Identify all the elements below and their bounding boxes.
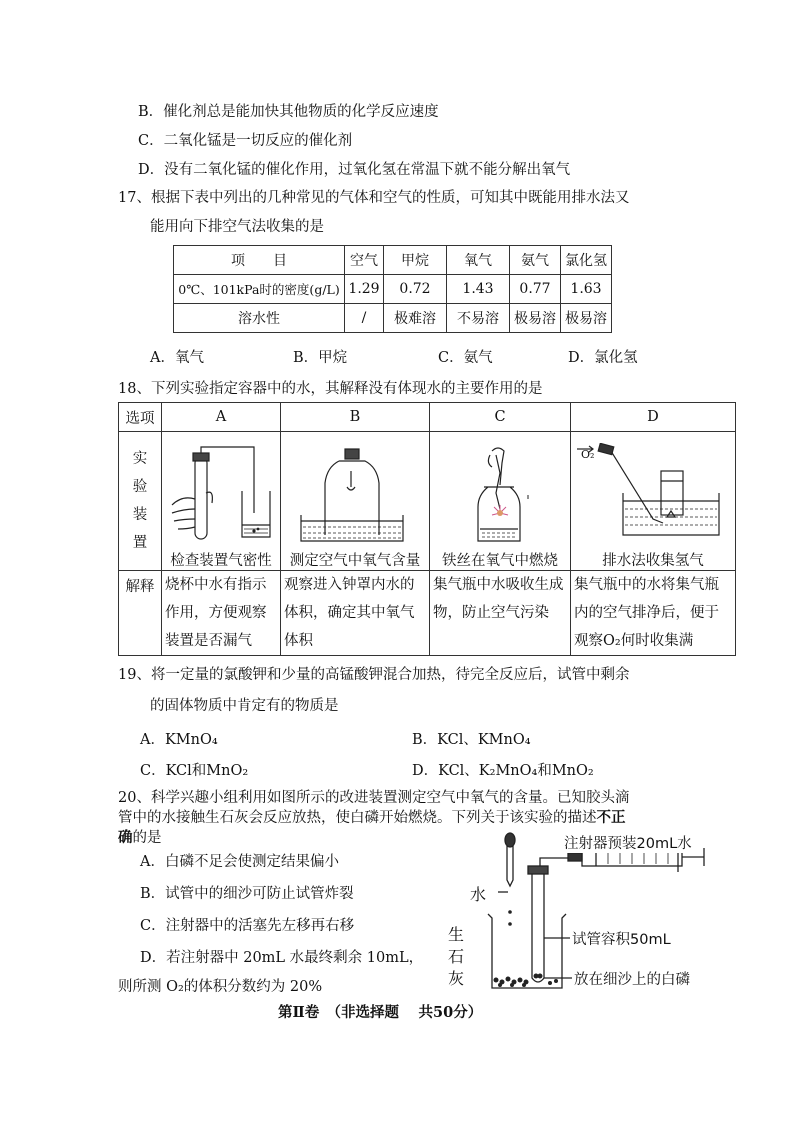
q20-stem-line3 [118, 826, 162, 847]
apparatus-c [430, 432, 571, 571]
q19-option-a: A．KMnO₄ [140, 732, 218, 748]
table-row [119, 571, 736, 656]
table-header-cell: 氧气 [447, 246, 510, 275]
table-cell: 极易溶 [561, 304, 612, 333]
q19-option-d: D．KCl、K₂MnO₄和MnO₂ [412, 763, 594, 779]
table-row [174, 304, 612, 333]
q20-option-b: B．试管中的细沙可防止试管炸裂 [140, 886, 354, 902]
table-row [119, 403, 736, 432]
q20-option-d-line1: D．若注射器中 20mL 水最终剩余 10mL， [140, 950, 424, 966]
table-cell: 极难溶 [384, 304, 447, 333]
q17-table [173, 245, 612, 333]
table-header-cell: 项 目 [174, 246, 345, 275]
table-header-cell: A [162, 403, 281, 432]
caption-d: 排水法收集氢气 [602, 553, 704, 569]
water-label: 水 [470, 885, 487, 904]
q19-stem-line1: 19、将一定量的氯酸钾和少量的高锰酸钾混合加热，待完全反应后，试管中剩余 [118, 667, 630, 683]
quicklime-char: 灰 [447, 969, 464, 988]
q16-option-b: B．催化剂总是能加快其他物质的化学反应速度 [138, 104, 439, 120]
syringe-label: 注射器预装20mL水 [564, 832, 692, 853]
q20-option-c: C．注射器中的活塞先左移再右移 [140, 918, 355, 934]
table-row [174, 275, 612, 304]
table-cell: / [345, 304, 384, 333]
q18-stem: 18、下列实验指定容器中的水，其解释没有体现水的主要作用的是 [118, 381, 543, 397]
q19-stem-line2: 的固体物质中肯定有的物质是 [150, 698, 339, 714]
q17-option-c: C．氨气 [438, 350, 493, 366]
explain-a: 烧杯中水有指示作用，方便观察装置是否漏气 [162, 571, 281, 656]
airtightness-apparatus-icon [162, 443, 274, 549]
q17-option-a: A．氧气 [150, 350, 204, 366]
q20-stem-line1: 20、科学兴趣小组利用如图所示的改进装置测定空气中氧气的含量。已知胶头滴 [118, 790, 630, 806]
bell-jar-apparatus-icon [281, 443, 423, 549]
quicklime-char: 生 [447, 925, 464, 944]
table-header-cell: 空气 [345, 246, 384, 275]
table-cell: 0.77 [510, 275, 561, 304]
apparatus-d [571, 432, 736, 571]
tube-volume-label: 试管容积50mL [572, 932, 671, 948]
row-label: 解释 [119, 571, 162, 656]
table-row [174, 246, 612, 275]
table-header-cell: D [571, 403, 736, 432]
explain-b: 观察进入钟罩内水的体积，确定其中氧气体积 [281, 571, 430, 656]
caption-b: 测定空气中氧气含量 [289, 553, 421, 569]
caption-a: 检查装置气密性 [170, 553, 272, 569]
q19-option-b: B．KCl、KMnO₄ [412, 732, 531, 748]
water-displacement-apparatus-icon [571, 443, 729, 549]
q17-stem-line2: 能用向下排空气法收集的是 [150, 219, 324, 235]
o2-label: O₂ [581, 448, 595, 461]
table-cell: 0℃、101kPa时的密度(g/L) [174, 275, 345, 304]
q20-option-a: A．白磷不足会使测定结果偏小 [140, 854, 339, 870]
q18-table [118, 402, 736, 656]
table-header-cell: B [281, 403, 430, 432]
row-label-char: 实 [132, 451, 148, 467]
table-cell: 1.29 [345, 275, 384, 304]
table-cell: 不易溶 [447, 304, 510, 333]
quicklime-char: 石 [447, 947, 464, 966]
apparatus-a [162, 432, 281, 571]
table-cell: 极易溶 [510, 304, 561, 333]
q20-stem-end: 的是 [132, 830, 162, 846]
q20-stem-emphasis-2: 确 [118, 829, 133, 846]
table-row [119, 432, 736, 571]
table-cell: 溶水性 [174, 304, 345, 333]
iron-wire-burning-icon [430, 443, 564, 549]
q16-option-c: C．二氧化锰是一切反应的催化剂 [138, 133, 353, 149]
q16-option-d: D．没有二氧化锰的催化作用，过氧化氢在常温下就不能分解出氧气 [138, 162, 571, 178]
q17-stem-line1: 17、根据下表中列出的几种常见的气体和空气的性质，可知其中既能用排水法又 [118, 190, 630, 206]
q19-option-c: C．KCl和MnO₂ [140, 763, 249, 779]
table-cell: 0.72 [384, 275, 447, 304]
explain-c: 集气瓶中水吸收生成物，防止空气污染 [430, 571, 571, 656]
table-header-cell: 选项 [119, 403, 162, 432]
table-cell: 1.43 [447, 275, 510, 304]
q17-option-b: B．甲烷 [293, 350, 348, 366]
table-header-cell: 氨气 [510, 246, 561, 275]
q20-stem-text: 管中的水接触生石灰会反应放热，使白磷开始燃烧。下列关于该实验的描述 [118, 810, 597, 826]
row-label-char: 验 [132, 479, 148, 495]
phosphorus-label: 放在细沙上的白磷 [574, 972, 690, 988]
row-label-char: 置 [132, 535, 148, 551]
table-header-cell: C [430, 403, 571, 432]
q17-option-d: D．氯化氢 [568, 350, 638, 366]
q20-option-d-line2: 则所测 O₂的体积分数约为 20% [118, 979, 323, 995]
q20-stem-line2 [118, 806, 626, 827]
apparatus-b [281, 432, 430, 571]
q20-stem-emphasis: 不正 [596, 809, 626, 826]
table-header-cell: 甲烷 [384, 246, 447, 275]
row-label-char: 装 [132, 507, 148, 523]
table-header-cell: 氯化氢 [561, 246, 612, 275]
quicklime-label [446, 924, 466, 990]
table-cell: 1.63 [561, 275, 612, 304]
explain-d: 集气瓶中的水将集气瓶内的空气排净后，便于观察O₂何时收集满 [571, 571, 736, 656]
q20-figure [440, 828, 740, 998]
caption-c: 铁丝在氧气中燃烧 [442, 553, 558, 569]
section-heading: 第Ⅱ卷 （非选择题 共50分） [278, 1004, 483, 1021]
